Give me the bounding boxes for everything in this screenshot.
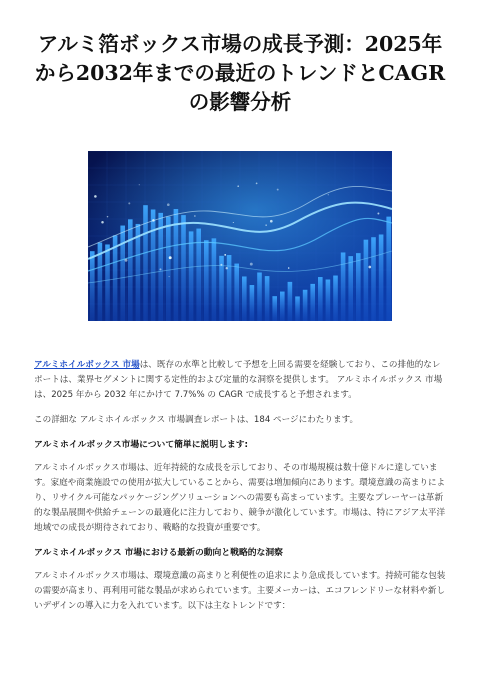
- section-body-overview: アルミホイルボックス市場は、近年持続的な成長を示しており、その市場規模は数十億ドルに達しています。家庭や商業施設での使用が拡大していることから、需要は増加傾向にあります。環境意識の高まりにより、リサイクル可能なパッケージングソリューションへの需要も高まっています。主要なプレーヤーは革新的な製品展開や供給チェーンの最適化に注力しており、競争が激化しています。市場は、特にアジア太平洋地域での成長が期待されており、戦略的な投資が重要です。: [34, 463, 446, 533]
- section-heading-trends: アルミホイルボックス 市場における最新の動向と戦略的な洞察: [34, 548, 283, 558]
- document-title: アルミ箔ボックス市場の成長予測：2025年から2032年までの最近のトレンドとCAGRの影響分析: [34, 32, 446, 114]
- intro-text: は、既存の水準と比較して予想を上回る需要を経験しており、この排他的なレポートは、業界セグメントに関する定性的および定量的な洞察を提供します。 アルミホイルボックス 市場は、2025 年から 2032 年にかけて 7.7%% の CAGR で成長すると予想されます。: [34, 360, 443, 400]
- report-pages-paragraph: この詳細な アルミホイルボックス 市場調査レポートは、184 ページにわたります。: [34, 415, 359, 425]
- section-body-trends: アルミホイルボックス市場は、環境意識の高まりと利便性の追求により急成長しています。持続可能な包装の需要が高まり、再利用可能な製品が求められています。主要メーカーは、エコフレンドリーな材料や新しいデザインの導入に力を入れています。以下は主なトレンドです：: [34, 571, 446, 611]
- hero-image: [88, 151, 392, 321]
- section-heading-overview: アルミホイルボックス市場について簡単に説明します:: [34, 440, 249, 450]
- market-link[interactable]: アルミホイルボックス 市場: [34, 360, 140, 370]
- intro-paragraph: [34, 358, 446, 403]
